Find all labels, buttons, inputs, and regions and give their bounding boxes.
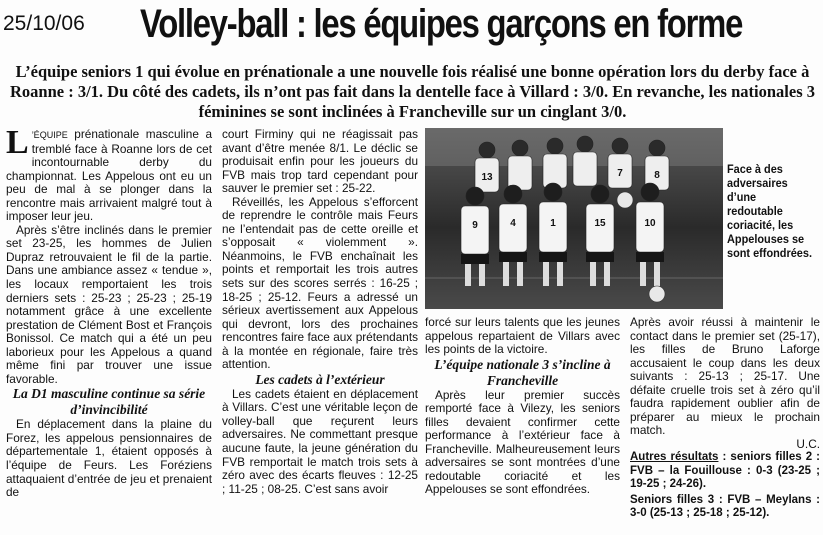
jersey-number: 13 bbox=[481, 172, 493, 183]
paragraph: Après s’être inclinés dans le premier set 23-25, les hommes de Julien Dupraz retrouvaient le fil de la partie. Dans une ambiance assez « tendue », les locaux remportaient les trois derniers sets : 25-23 ; 25-23 ; 25-19 notamment grâce à une excellente prestation de Clément Bost et François Bonissol. Ce match qui a été un peu laborieux pour les Appelous a quand même fini par trouver une issue favorable. bbox=[6, 222, 212, 386]
small-caps-word: ’ÉQUIPE bbox=[31, 130, 68, 140]
paragraph: court Firminy qui ne réagissait pas avant d’être menée 8/1. Le déclic se produisait enfin pour les joueurs du FVB mais trop tard cependant pour sauver le premier set : 25-22. bbox=[222, 127, 418, 196]
column-2 bbox=[222, 128, 418, 496]
jersey-number: 1 bbox=[550, 218, 556, 229]
jersey-number: 15 bbox=[594, 218, 606, 229]
team-photo bbox=[425, 128, 723, 309]
jersey-number: 4 bbox=[510, 218, 516, 229]
article-headline: Volley-ball : les équipes garçons en forme bbox=[140, 2, 743, 46]
jersey-number: 7 bbox=[617, 168, 623, 179]
volleyball-icon bbox=[617, 192, 633, 208]
other-results bbox=[630, 451, 820, 492]
photo-caption: Face à des adversaires d’une redoutable coriacité, les Appelouses se sont effondrées. bbox=[727, 164, 812, 260]
paragraph: Les cadets étaient en déplacement à Villars. C’est une véritable leçon de volley-ball que reçurent leurs adversaires. Ne commettant presque aucune faute, la jeune génération du FVB remportait le match trois sets à zéro avec des écarts fleuves : 12-25 ; 11-25 ; 08-25. C’est sans avoir bbox=[222, 386, 418, 496]
subheading: La D1 masculine continue sa série d’invincibilité bbox=[12, 386, 206, 418]
column-4 bbox=[630, 316, 820, 521]
volleyball-icon bbox=[649, 286, 665, 302]
subheading: L’équipe nationale 3 s’incline à Francheville bbox=[434, 356, 611, 388]
jersey-number: 9 bbox=[472, 220, 478, 231]
drop-cap: L bbox=[6, 124, 29, 161]
paragraph: forcé sur leurs talents que les jeunes appelous repartaient de Villars avec les points de la victoire. bbox=[425, 315, 620, 357]
subheading: Les cadets à l’extérieur bbox=[255, 371, 385, 387]
article-date: 25/10/06 bbox=[3, 12, 85, 35]
team-photo-illustration bbox=[425, 128, 723, 309]
column-3 bbox=[425, 316, 620, 497]
paragraph: prénationale masculine a tremblé face à Roanne lors de cet incontournable derby du championnat. Les Appelous ont eu un peu de mal à se plonger dans la rencontre mais arrivaient malgré tout à imposer leur jeu. bbox=[6, 127, 212, 224]
results-line: : seniors filles 2 : FVB – la Fouillouse : 0-3 (23-25 ; 19-25 ; 24-26). bbox=[630, 451, 820, 491]
results-label: Autres résultats bbox=[630, 451, 719, 464]
paragraph: Réveillés, les Appelous s’efforcent de reprendre le contrôle mais Feurs ne l’entendait pas de cette oreille et s’opposait « violemment ». Néanmoins, le FVB enchaînait les points et remportait les trois autres sets sur des scores serrés : 16-25 ; 18-25 ; 25-12. Feurs a adressé un sérieux avertissement aux Appelous qui devront, lors des prochaines rencontres faire face aux prétendants à la montée en régionale, faire très attention. bbox=[222, 194, 418, 372]
jersey-number: 10 bbox=[644, 218, 656, 229]
paragraph: En déplacement dans la plaine du Forez, les appelous pensionnaires de départementale 1, étaient opposés à l’équipe de Feurs. Les Foréziens attaquaient d’entrée de jeu et prenaient de bbox=[6, 417, 212, 500]
jersey-number: 8 bbox=[654, 170, 660, 181]
paragraph: Après avoir réussi à maintenir le contact dans le premier set (25-17), les filles de Bruno Laforge accusaient le coup dans les deux suivants : 25-13 ; 25-17. Une défaite cruelle trois set à zéro qu’il faudra rapidement oublier afin de préparer au mieux le prochain match. bbox=[630, 315, 820, 438]
author-signature: U.C. bbox=[796, 436, 820, 451]
column-1 bbox=[6, 124, 212, 500]
paragraph: Après leur premier succès remporté face à Vilezy, les seniors filles devaient confirmer cette performance à l’extérieur face à Francheville. Malheureusement leurs adversaires se sont montrées d’une redoutable coriacité et les Appelouses se sont effondrées. bbox=[425, 387, 620, 497]
results-line: Seniors filles 3 : FVB – Meylans : 3-0 (25-13 ; 25-18 ; 25-12). bbox=[630, 493, 820, 520]
article-lead: L’équipe seniors 1 qui évolue en prénationale a une nouvelle fois réalisé une bonne opération lors du derby face à Roanne : 3/1. Du côté des cadets, ils n’ont pas fait dans la dentelle face à Villard : 3/0. En revanche, les nationales 3 féminines se sont inclinées à Francheville sur un cinglant 3/0. bbox=[10, 62, 815, 121]
